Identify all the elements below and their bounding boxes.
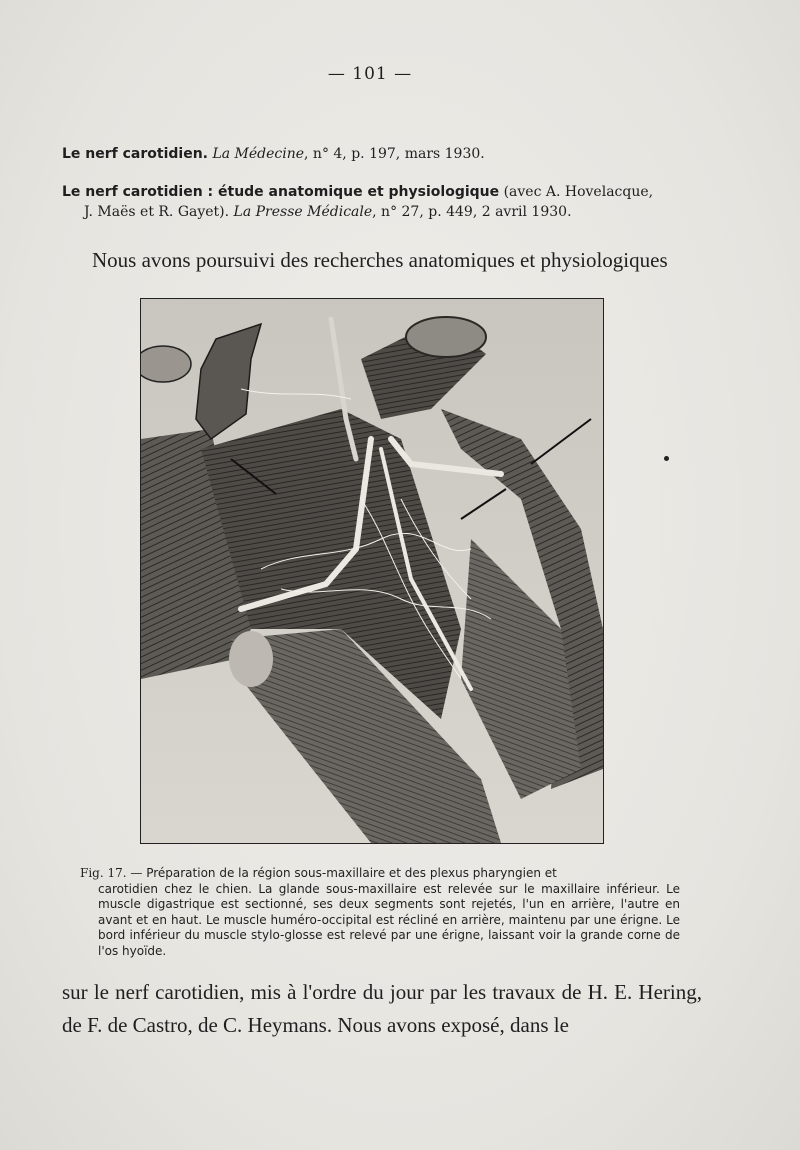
print-speck [664, 456, 669, 461]
anatomical-figure [140, 298, 604, 844]
reference-2-details: , n° 27, p. 449, 2 avril 1930. [372, 204, 572, 220]
page-number: — 101 — [327, 64, 413, 84]
reference-entry-1 [62, 144, 742, 164]
figure-caption-continued: carotidien chez le chien. La glande sous-maxillaire est relevée sur le maxillaire inférieur. Le muscle digastrique est sectionné, ses deux segments sont rejetés, l'un en arrière, l'autre en avant et en haut. Le muscle huméro-occipital est récliné en arrière, maintenu par une érigne. Le bord inférieur du muscle stylo-glosse est relevé par une érigne, laissant voir la grande corne de l'os hyoïde. [98, 881, 680, 958]
reference-1-journal: La Médecine [212, 146, 305, 162]
reference-2-authors-line1: (avec A. Hovelacque, [503, 184, 654, 200]
figure-caption [80, 866, 680, 959]
reference-2-journal: La Presse Médicale [233, 204, 373, 220]
reference-entry-2 [62, 182, 742, 222]
reference-1-details: , n° 4, p. 197, mars 1930. [304, 146, 485, 162]
paragraph-continued: sur le nerf carotidien, mis à l'ordre du jour par les travaux de H. E. Hering, de F. de Castro, de C. Heymans. Nous avons exposé, dans le [62, 980, 702, 1037]
paragraph-start: Nous avons poursuivi des recherches anatomiques et physiologiques [92, 248, 668, 272]
figure-caption-first-line: Préparation de la région sous-maxillaire et des plexus pharyngien et [146, 866, 557, 880]
reference-2-authors-line2: J. Maës et R. Gayet). [84, 204, 230, 220]
reference-1-title: Le nerf carotidien. [62, 146, 208, 162]
reference-2-title: Le nerf carotidien : étude anatomique et physiologique [62, 184, 500, 200]
figure-label: Fig. 17. — [80, 866, 143, 880]
anatomical-illustration [141, 299, 603, 843]
